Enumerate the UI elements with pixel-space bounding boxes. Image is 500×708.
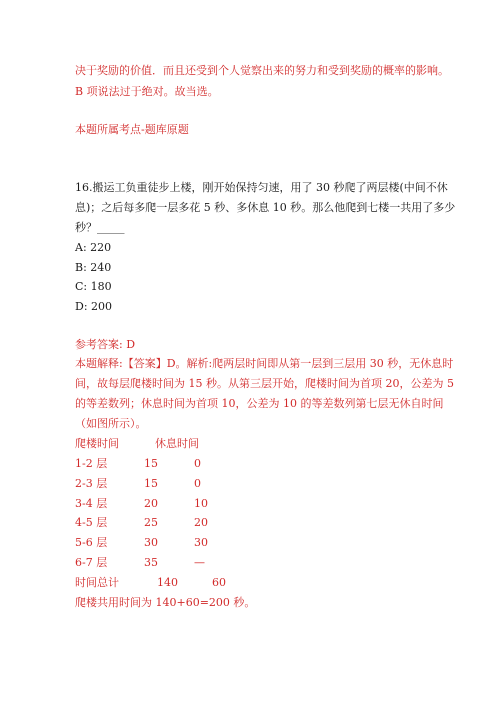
table-row-rest: 10 <box>194 497 208 510</box>
conclusion: 爬楼共用时间为 140+60=200 秒。 <box>75 596 256 609</box>
option-d: D: 200 <box>75 300 113 313</box>
table-row-climb: 25 <box>144 516 158 529</box>
table-total-climb: 140 <box>157 576 178 589</box>
analysis-line-4: （如图所示）。 <box>75 417 147 430</box>
question-line-2: 息)；之后每多爬一层多花 5 秒、多休息 10 秒。那么他爬到七楼一共用了多少 <box>75 201 456 214</box>
table-row-rest: 20 <box>194 516 208 529</box>
table-row-floor: 3-4 层 <box>75 497 108 510</box>
table-total-label: 时间总计 <box>75 576 119 589</box>
question-line-3: 秒？_____ <box>75 221 125 234</box>
explanation-line-2: B 项说法过于绝对。故当选。 <box>75 85 219 98</box>
table-header-climb: 爬楼时间 <box>75 437 119 450</box>
table-row-climb: 35 <box>144 556 158 569</box>
table-row-rest: 30 <box>194 536 208 549</box>
table-total-rest: 60 <box>212 576 226 589</box>
table-row-floor: 4-5 层 <box>75 516 108 529</box>
table-row-rest: 0 <box>194 457 201 470</box>
table-row-floor: 1-2 层 <box>75 457 108 470</box>
question-line-1: 16.搬运工负重徒步上楼，刚开始保持匀速，用了 30 秒爬了两层楼(中间不休 <box>75 181 448 194</box>
option-c: C: 180 <box>75 280 112 293</box>
table-row-floor: 5-6 层 <box>75 536 108 549</box>
table-row-climb: 15 <box>144 457 158 470</box>
answer-label: 参考答案: D <box>75 338 136 351</box>
table-row-rest: — <box>194 556 205 569</box>
table-row-rest: 0 <box>194 477 201 490</box>
analysis-line-3: 的等差数列；休息时间为首项 10，公差为 10 的等差数列第七层无休自时间 <box>75 397 444 410</box>
table-row-floor: 6-7 层 <box>75 556 108 569</box>
source-note: 本题所属考点-题库原题 <box>75 123 189 136</box>
table-row-climb: 30 <box>144 536 158 549</box>
table-row-climb: 15 <box>144 477 158 490</box>
option-a: A: 220 <box>75 241 112 254</box>
table-row-floor: 2-3 层 <box>75 477 108 490</box>
explanation-line-1: 决于奖励的价值．而且还受到个人觉察出来的努力和受到奖励的概率的影响。 <box>75 64 449 77</box>
analysis-line-1: 本题解释:【答案】D。解析:爬两层时间即从第一层到三层用 30 秒，无休息时 <box>75 357 454 370</box>
table-row-climb: 20 <box>144 497 158 510</box>
analysis-line-2: 间，故每层爬楼时间为 15 秒。从第三层开始，爬楼时间为首项 20，公差为 5 <box>75 377 454 390</box>
table-header-rest: 休息时间 <box>155 437 199 450</box>
option-b: B: 240 <box>75 261 112 274</box>
